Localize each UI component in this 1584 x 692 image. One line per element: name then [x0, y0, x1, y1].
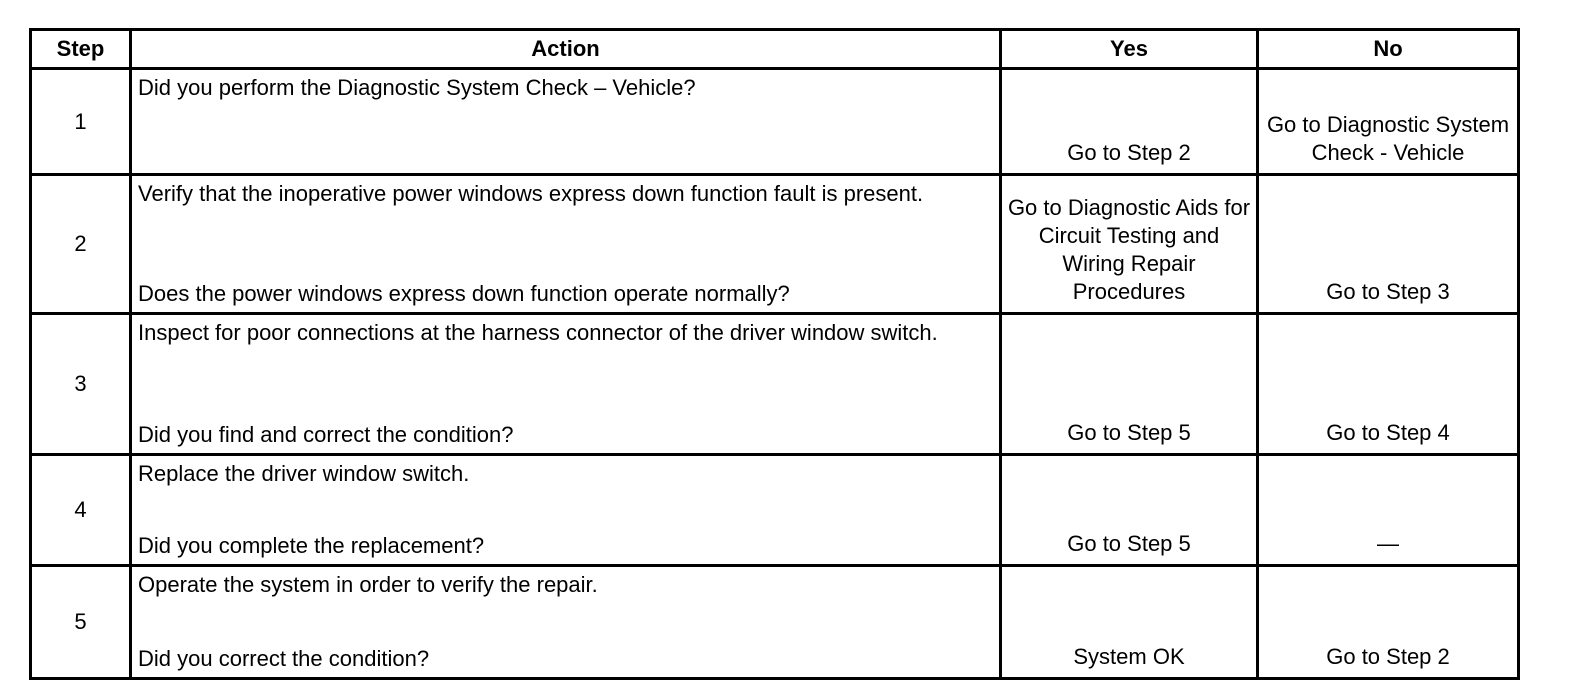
table-row — [31, 69, 1519, 175]
step-number: 1 — [31, 69, 131, 175]
table-row — [31, 314, 1519, 455]
yes-cell: System OK — [1001, 566, 1258, 679]
action-cell — [131, 455, 1001, 566]
yes-cell: Go to Step 2 — [1001, 69, 1258, 175]
action-question: Did you correct the condition? — [138, 646, 430, 671]
no-cell: Go to Step 3 — [1258, 175, 1519, 314]
no-cell: — — [1258, 455, 1519, 566]
yes-cell: Go to Diagnostic Aids for Circuit Testing and Wiring Repair Procedures — [1001, 175, 1258, 314]
header-row — [31, 30, 1519, 69]
action-text: Verify that the inoperative power windows express down function fault is present. — [138, 181, 924, 206]
action-question: Does the power windows express down function operate normally? — [138, 281, 790, 306]
no-cell: Go to Diagnostic System Check - Vehicle — [1258, 69, 1519, 175]
action-text: Replace the driver window switch. — [138, 461, 470, 486]
no-cell: Go to Step 4 — [1258, 314, 1519, 455]
yes-cell: Go to Step 5 — [1001, 314, 1258, 455]
action-cell — [131, 69, 1001, 175]
action-cell — [131, 314, 1001, 455]
header-step: Step — [31, 30, 131, 69]
action-cell — [131, 566, 1001, 679]
step-number: 5 — [31, 566, 131, 679]
header-no: No — [1258, 30, 1519, 69]
table-row — [31, 566, 1519, 679]
action-cell — [131, 175, 1001, 314]
step-number: 2 — [31, 175, 131, 314]
diagnostic-table-container — [29, 28, 1517, 680]
action-question: Did you find and correct the condition? — [138, 422, 514, 447]
step-number: 4 — [31, 455, 131, 566]
action-question: Did you complete the replacement? — [138, 533, 485, 558]
header-yes: Yes — [1001, 30, 1258, 69]
diagnostic-table — [29, 28, 1520, 680]
table-row — [31, 175, 1519, 314]
no-cell: Go to Step 2 — [1258, 566, 1519, 679]
table-row — [31, 455, 1519, 566]
action-text: Inspect for poor connections at the harness connector of the driver window switch. — [138, 320, 938, 345]
action-text: Operate the system in order to verify the repair. — [138, 572, 598, 597]
action-text: Did you perform the Diagnostic System Check – Vehicle? — [138, 75, 696, 100]
header-action: Action — [131, 30, 1001, 69]
step-number: 3 — [31, 314, 131, 455]
yes-cell: Go to Step 5 — [1001, 455, 1258, 566]
